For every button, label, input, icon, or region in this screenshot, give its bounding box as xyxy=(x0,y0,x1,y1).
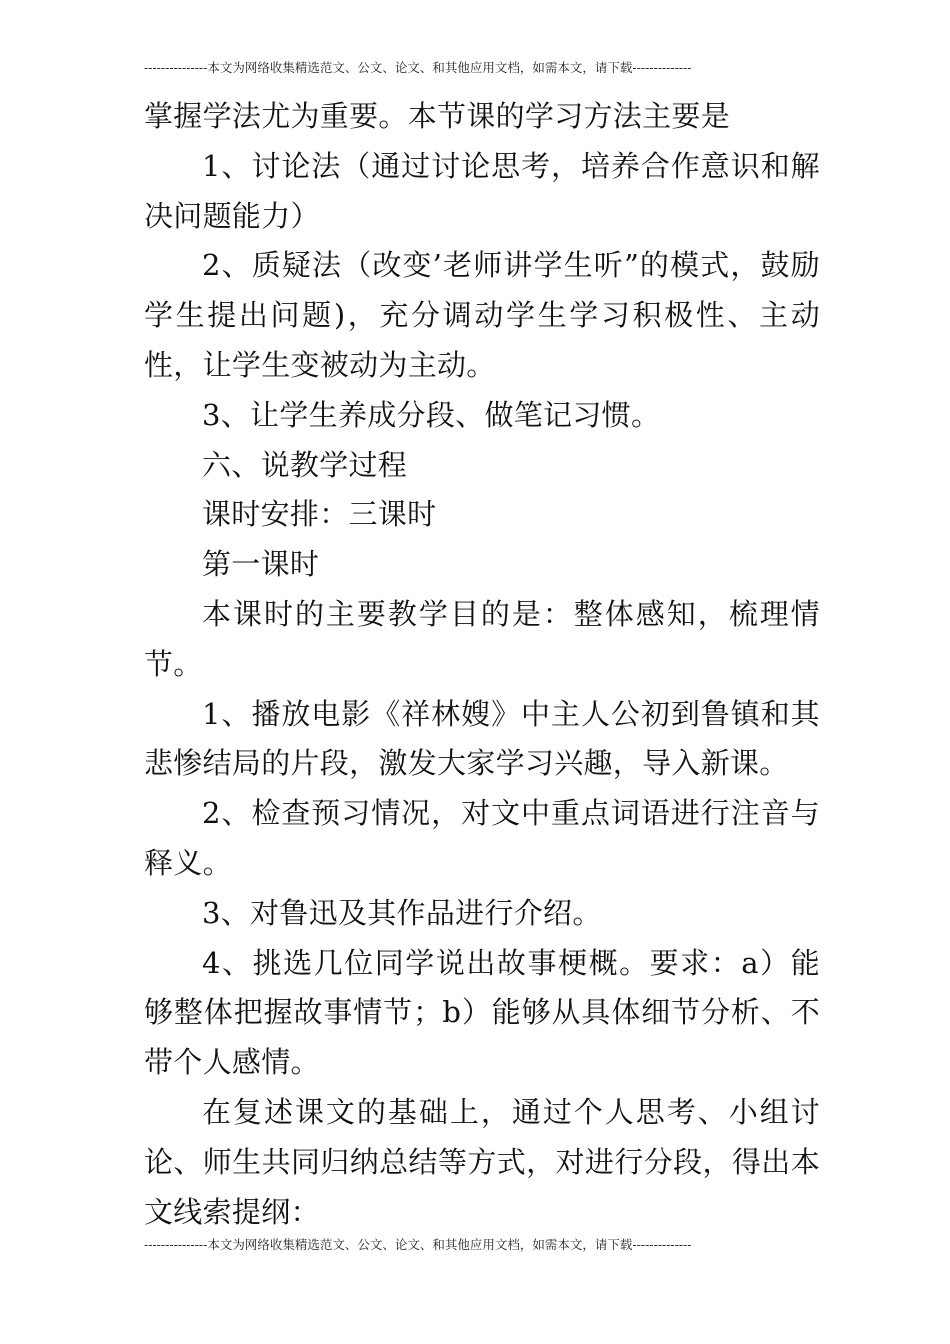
paragraph-4: 3、让学生养成分段、做笔记习惯。 xyxy=(202,397,661,432)
paragraph-13: 在复述课文的基础上，通过个人思考、小组讨论、师生共同归纳总结等方式，对进行分段，得出本文线索提纲： xyxy=(144,1094,820,1229)
paragraph-1: 掌握学法尤为重要。本节课的学习方法主要是 xyxy=(144,99,731,133)
section-heading: 六、说教学过程 xyxy=(202,447,408,482)
paragraph-12: 4、挑选几位同学说出故事梗概。要求：a）能够整体把握故事情节；b）能够从具体细节分析、不带个人感情。 xyxy=(144,945,820,1080)
paragraph-11: 3、对鲁迅及其作品进行介绍。 xyxy=(202,895,602,930)
paragraph-6: 课时安排：三课时 xyxy=(202,497,437,532)
paragraph-7: 第一课时 xyxy=(202,547,320,582)
paragraph-2: 1、讨论法（通过讨论思考，培养合作意识和解决问题能力） xyxy=(144,148,820,233)
header-banner: ---------------本文为网络收集精选范文、公文、论文、和其他应用文档，如需本文，请下载-------------- xyxy=(144,60,692,75)
paragraph-8: 本课时的主要教学目的是：整体感知，梳理情节。 xyxy=(144,596,820,681)
paragraph-3: 2、质疑法（改变’老师讲学生听”的模式，鼓励学生提出问题)，充分调动学生学习积极性、主动性，让学生变被动为主动。 xyxy=(144,248,820,382)
footer-banner: ---------------本文为网络收集精选范文、公文、论文、和其他应用文档，如需本文，请下载-------------- xyxy=(144,1237,692,1252)
paragraph-10: 2、检查预习情况，对文中重点词语进行注音与释义。 xyxy=(144,796,820,880)
paragraph-9: 1、播放电影《祥林嫂》中主人公初到鲁镇和其悲惨结局的片段，激发大家学习兴趣，导入新课。 xyxy=(144,696,820,781)
document-body xyxy=(144,92,820,1237)
